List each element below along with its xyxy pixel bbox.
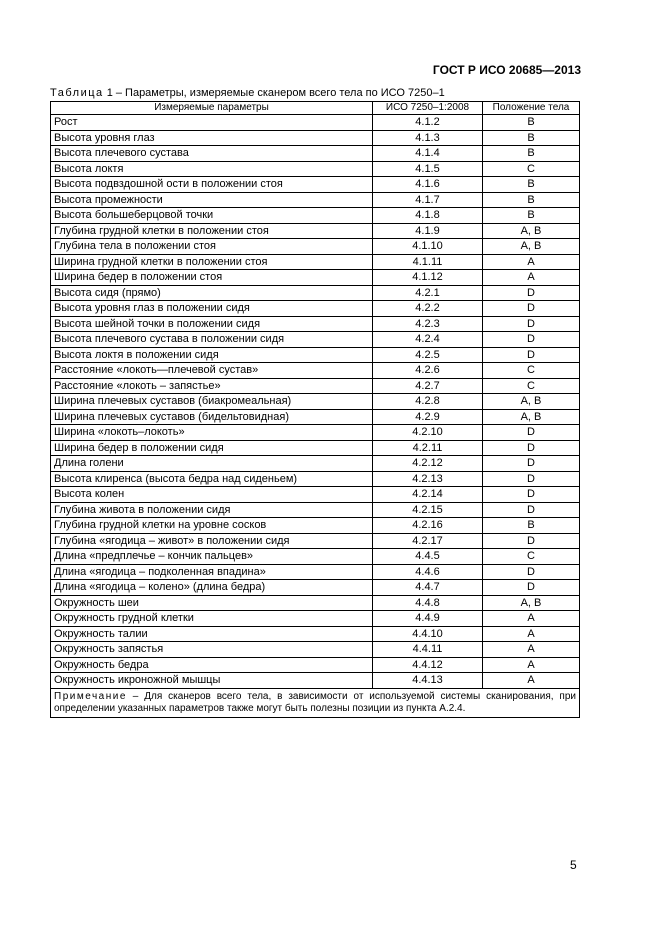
parameter-cell: Глубина живота в положении сидя (51, 502, 373, 518)
parameter-cell: Ширина плечевых суставов (бидельтовидная) (51, 409, 373, 425)
body-position-cell: C (483, 378, 580, 394)
note-row (51, 688, 580, 717)
iso-clause-cell: 4.4.10 (373, 626, 483, 642)
iso-clause-cell: 4.1.11 (373, 254, 483, 270)
iso-clause-cell: 4.4.9 (373, 611, 483, 627)
iso-clause-cell: 4.2.15 (373, 502, 483, 518)
iso-clause-cell: 4.4.6 (373, 564, 483, 580)
body-position-cell: B (483, 115, 580, 131)
iso-clause-cell: 4.2.6 (373, 363, 483, 379)
table-row (51, 285, 580, 301)
table-row (51, 595, 580, 611)
table-row (51, 208, 580, 224)
parameter-cell: Ширина плечевых суставов (биакромеальная) (51, 394, 373, 410)
table-row (51, 440, 580, 456)
table-caption (50, 87, 445, 99)
table-row (51, 580, 580, 596)
table-row (51, 177, 580, 193)
iso-clause-cell: 4.1.9 (373, 223, 483, 239)
table-row (51, 332, 580, 348)
iso-clause-cell: 4.1.7 (373, 192, 483, 208)
iso-clause-cell: 4.2.9 (373, 409, 483, 425)
iso-clause-cell: 4.2.17 (373, 533, 483, 549)
parameter-cell: Окружность икроножной мышцы (51, 673, 373, 689)
parameter-cell: Высота плечевого сустава в положении сидя (51, 332, 373, 348)
table-row (51, 657, 580, 673)
iso-clause-cell: 4.4.11 (373, 642, 483, 658)
column-header-body-position: Положение тела (483, 102, 580, 115)
parameter-cell: Высота уровня глаз (51, 130, 373, 146)
body-position-cell: D (483, 564, 580, 580)
body-position-cell: C (483, 549, 580, 565)
table-row (51, 642, 580, 658)
iso-clause-cell: 4.1.6 (373, 177, 483, 193)
iso-clause-cell: 4.1.2 (373, 115, 483, 131)
table-row (51, 347, 580, 363)
body-position-cell: A (483, 270, 580, 286)
body-position-cell: A, B (483, 223, 580, 239)
body-position-cell: B (483, 192, 580, 208)
table-row (51, 425, 580, 441)
body-position-cell: A (483, 254, 580, 270)
parameter-cell: Окружность талии (51, 626, 373, 642)
parameter-cell: Окружность грудной клетки (51, 611, 373, 627)
table-row (51, 673, 580, 689)
table-row (51, 564, 580, 580)
body-position-cell: A (483, 673, 580, 689)
parameters-table (50, 101, 580, 718)
iso-clause-cell: 4.2.14 (373, 487, 483, 503)
body-position-cell: D (483, 285, 580, 301)
parameter-cell: Ширина бедер в положении стоя (51, 270, 373, 286)
body-position-cell: C (483, 363, 580, 379)
body-position-cell: A (483, 657, 580, 673)
iso-clause-cell: 4.2.13 (373, 471, 483, 487)
parameter-cell: Высота уровня глаз в положении сидя (51, 301, 373, 317)
iso-clause-cell: 4.1.4 (373, 146, 483, 162)
table-row (51, 223, 580, 239)
page-number: 5 (570, 858, 577, 872)
table-note (51, 688, 580, 717)
iso-clause-cell: 4.1.8 (373, 208, 483, 224)
parameter-cell: Расстояние «локоть—плечевой сустав» (51, 363, 373, 379)
body-position-cell: D (483, 425, 580, 441)
table-row (51, 146, 580, 162)
body-position-cell: D (483, 316, 580, 332)
iso-clause-cell: 4.2.2 (373, 301, 483, 317)
parameter-cell: Окружность бедра (51, 657, 373, 673)
iso-clause-cell: 4.1.3 (373, 130, 483, 146)
note-text: – Для сканеров всего тела, в зависимости от используемой системы сканирования, при определении указанных параметров также могут быть полезны позиции из пункта А.2.4. (54, 690, 576, 714)
table-row (51, 518, 580, 534)
table-row (51, 363, 580, 379)
parameter-cell: Длина «ягодица – колено» (длина бедра) (51, 580, 373, 596)
body-position-cell: A, B (483, 239, 580, 255)
parameter-cell: Глубина грудной клетки на уровне сосков (51, 518, 373, 534)
parameter-cell: Высота плечевого сустава (51, 146, 373, 162)
table-row (51, 487, 580, 503)
parameter-cell: Глубина «ягодица – живот» в положении сидя (51, 533, 373, 549)
parameter-cell: Высота локтя в положении сидя (51, 347, 373, 363)
parameter-cell: Расстояние «локоть – запястье» (51, 378, 373, 394)
column-header-parameter: Измеряемые параметры (51, 102, 373, 115)
table-row (51, 301, 580, 317)
parameter-cell: Ширина грудной клетки в положении стоя (51, 254, 373, 270)
table-row (51, 626, 580, 642)
parameter-cell: Ширина бедер в положении сидя (51, 440, 373, 456)
body-position-cell: C (483, 161, 580, 177)
iso-clause-cell: 4.2.1 (373, 285, 483, 301)
parameter-cell: Глубина грудной клетки в положении стоя (51, 223, 373, 239)
parameter-cell: Высота колен (51, 487, 373, 503)
body-position-cell: A, B (483, 394, 580, 410)
iso-clause-cell: 4.2.4 (373, 332, 483, 348)
iso-clause-cell: 4.2.3 (373, 316, 483, 332)
table-row (51, 270, 580, 286)
body-position-cell: B (483, 130, 580, 146)
body-position-cell: D (483, 502, 580, 518)
body-position-cell: A, B (483, 409, 580, 425)
parameter-cell: Высота клиренса (высота бедра над сиденьем) (51, 471, 373, 487)
parameter-cell: Высота шейной точки в положении сидя (51, 316, 373, 332)
table-row (51, 471, 580, 487)
table-row (51, 192, 580, 208)
table-row (51, 549, 580, 565)
iso-clause-cell: 4.2.16 (373, 518, 483, 534)
iso-clause-cell: 4.2.7 (373, 378, 483, 394)
body-position-cell: D (483, 471, 580, 487)
body-position-cell: B (483, 146, 580, 162)
parameter-cell: Высота подвздошной ости в положении стоя (51, 177, 373, 193)
body-position-cell: A, B (483, 595, 580, 611)
parameter-cell: Высота локтя (51, 161, 373, 177)
parameter-cell: Длина «ягодица – подколенная впадина» (51, 564, 373, 580)
body-position-cell: B (483, 518, 580, 534)
iso-clause-cell: 4.4.13 (373, 673, 483, 689)
table-row (51, 316, 580, 332)
parameter-cell: Высота промежности (51, 192, 373, 208)
body-position-cell: D (483, 332, 580, 348)
table-row (51, 611, 580, 627)
table-row (51, 533, 580, 549)
iso-clause-cell: 4.2.5 (373, 347, 483, 363)
iso-clause-cell: 4.1.5 (373, 161, 483, 177)
iso-clause-cell: 4.2.10 (373, 425, 483, 441)
table-row (51, 394, 580, 410)
body-position-cell: D (483, 580, 580, 596)
body-position-cell: D (483, 440, 580, 456)
table-row (51, 161, 580, 177)
column-header-iso-clause: ИСО 7250–1:2008 (373, 102, 483, 115)
body-position-cell: D (483, 301, 580, 317)
body-position-cell: A (483, 611, 580, 627)
body-position-cell: B (483, 208, 580, 224)
table-header-row (51, 102, 580, 115)
body-position-cell: A (483, 642, 580, 658)
parameter-cell: Окружность запястья (51, 642, 373, 658)
table-row (51, 456, 580, 472)
document-header: ГОСТ Р ИСО 20685—2013 (432, 63, 581, 77)
iso-clause-cell: 4.4.12 (373, 657, 483, 673)
iso-clause-cell: 4.4.5 (373, 549, 483, 565)
parameter-cell: Длина «предплечье – кончик пальцев» (51, 549, 373, 565)
iso-clause-cell: 4.4.8 (373, 595, 483, 611)
table-row (51, 502, 580, 518)
iso-clause-cell: 4.1.10 (373, 239, 483, 255)
table-row (51, 115, 580, 131)
note-label: Примечание (54, 690, 127, 702)
parameter-cell: Высота сидя (прямо) (51, 285, 373, 301)
table-row (51, 409, 580, 425)
parameter-cell: Ширина «локоть–локоть» (51, 425, 373, 441)
parameter-cell: Длина голени (51, 456, 373, 472)
body-position-cell: B (483, 177, 580, 193)
iso-clause-cell: 4.4.7 (373, 580, 483, 596)
table-caption-prefix: Таблица (50, 87, 104, 99)
table-row (51, 239, 580, 255)
iso-clause-cell: 4.2.8 (373, 394, 483, 410)
body-position-cell: D (483, 533, 580, 549)
table-caption-text: 1 – Параметры, измеряемые сканером всего тела по ИСО 7250–1 (103, 87, 445, 99)
body-position-cell: D (483, 347, 580, 363)
parameter-cell: Рост (51, 115, 373, 131)
parameter-cell: Глубина тела в положении стоя (51, 239, 373, 255)
iso-clause-cell: 4.1.12 (373, 270, 483, 286)
body-position-cell: D (483, 456, 580, 472)
table-row (51, 130, 580, 146)
table-row (51, 378, 580, 394)
iso-clause-cell: 4.2.11 (373, 440, 483, 456)
parameter-cell: Окружность шеи (51, 595, 373, 611)
body-position-cell: D (483, 487, 580, 503)
parameter-cell: Высота большеберцовой точки (51, 208, 373, 224)
table-row (51, 254, 580, 270)
body-position-cell: A (483, 626, 580, 642)
iso-clause-cell: 4.2.12 (373, 456, 483, 472)
